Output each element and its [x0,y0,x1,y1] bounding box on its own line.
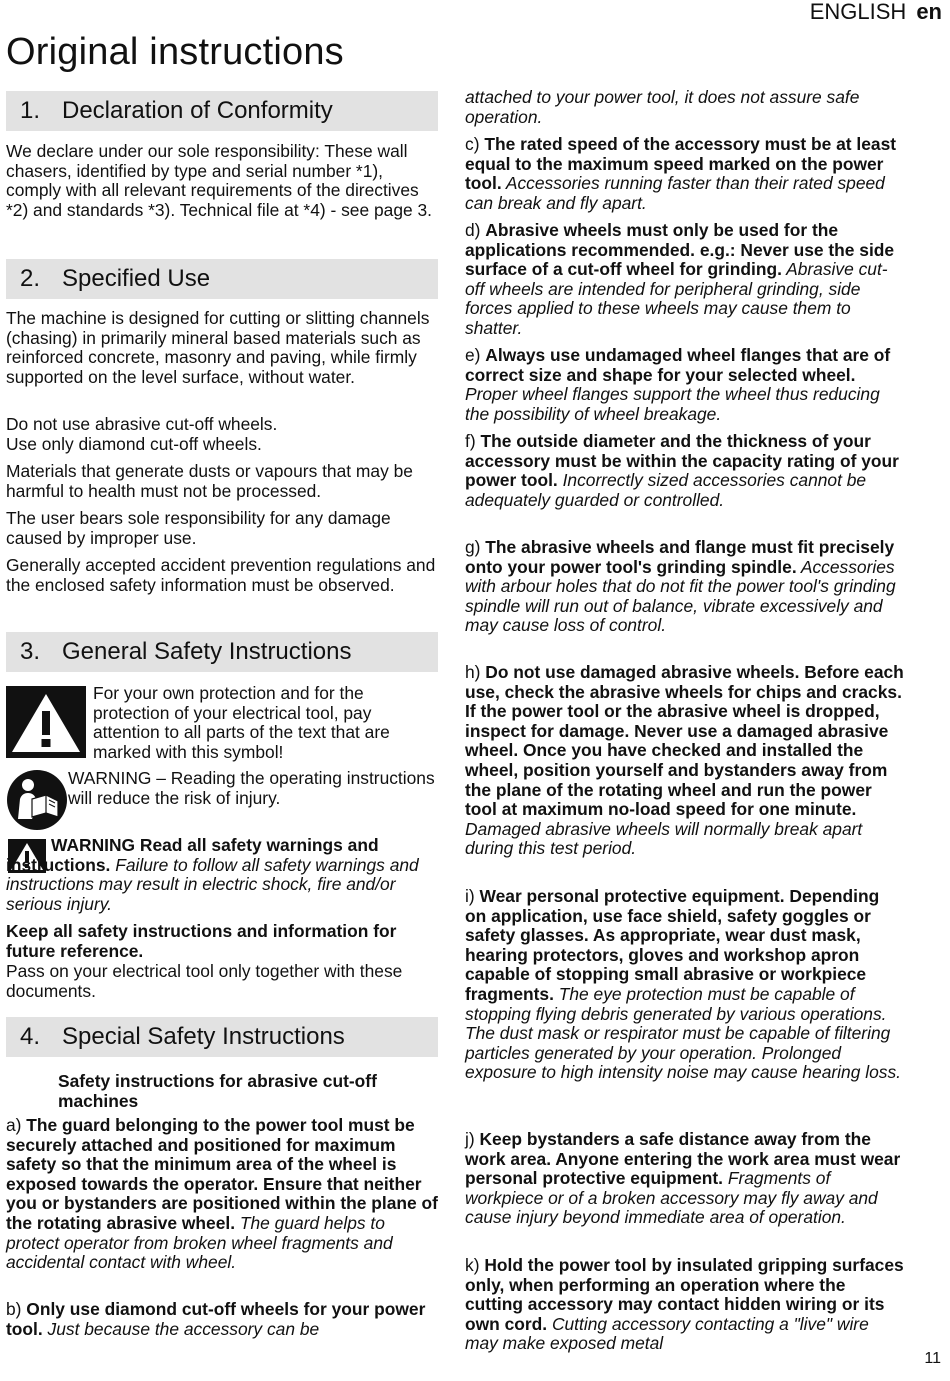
rule-c-italic: Accessories running faster than their rated speed can break and fly apart. [465,173,885,213]
rule-i-bold: Wear personal protective equipment. Depending on application, use face shield, safety goggles or safety glasses. As appropriate, wear dust mask, hearing protectors, gloves and workshop apron capable of stopping small abrasive or workpiece fragments. [465,886,880,1004]
rule-j-bold: Keep bystanders a safe distance away from the work area. Anyone entering the work area must wear personal protective equipment. [465,1129,901,1189]
rule-e-prefix: e) [465,345,486,365]
rule-g-bold: The abrasive wheels and flange must fit precisely onto your power tool's grinding spindle. [465,537,895,577]
rule-d-bold: Abrasive wheels must only be used for the applications recommended. e.g.: Never use the side surface of a cut-off wheel for grinding. [465,220,895,280]
rule-g [465,538,905,636]
rule-c [465,135,905,213]
section-2-number: 2. [20,265,41,292]
rule-a-bold: The guard belonging to the power tool must be securely attached and positioned for maximum safety so that the minimum area of the wheel is exposed towards the operator. Ensure that neither you or bystanders are positioned within the plane of the rotating abrasive wheel. [6,1115,438,1233]
rule-c-bold: The rated speed of the accessory must be at least equal to the maximum speed marked on the power tool. [465,134,897,194]
section-1-heading [6,91,438,131]
rule-f-prefix: f) [465,431,481,451]
symbol-explanation: For your own protection and for the protection of your electrical tool, pay attention to all parts of the text that are marked with this symbol! [93,683,390,762]
warning-reading-text [68,769,440,808]
rule-g-italic: Accessories with arbour holes that do not fit the power tool's grinding spindle will run out of balance, vibrate excessively and may cause loss of control. [465,556,896,636]
read-manual-icon [6,769,68,831]
section-4-title: Special Safety Instructions [62,1023,345,1050]
rule-j-prefix: j) [465,1129,480,1149]
rule-f-bold: The outside diameter and the thickness of your accessory must be within the capacity rating of your power tool. [465,431,899,491]
warning-label: WARNING [68,768,152,788]
rule-b-italic-end: attached to your power tool, it does not assure safe operation. [465,87,860,127]
language-header [810,0,942,24]
subsection-4-1-heading [6,1072,440,1111]
rule-h [465,663,905,859]
pass-on-paragraph: Pass on your electrical tool only together with these documents. [6,961,403,1001]
rule-a [6,1116,440,1273]
rule-h-italic: Damaged abrasive wheels will normally break apart during this test period. [465,818,863,859]
rule-k [465,1256,905,1354]
warning-triangle-icon [6,686,86,758]
rule-h-prefix: h) [465,662,486,682]
harmful-materials-paragraph: Materials that generate dusts or vapours that may be harmful to health must not be processed. [6,461,413,501]
section-4-number: 4. [20,1023,41,1050]
rule-d [465,221,905,339]
rule-d-italic: Abrasive cut-off wheels are intended for peripheral grinding, side forces applied to these wheels may cause them to shatter. [465,259,888,338]
section-3-number: 3. [20,638,41,665]
rule-f-italic: Incorrectly sized accessories cannot be adequately guarded or controlled. [465,470,867,510]
subsection-4-1-title: Safety instructions for abrasive cut-off machines [58,1071,377,1111]
rule-b-prefix: b) [6,1299,27,1319]
rule-i [465,887,905,1083]
section-3-heading [6,632,438,672]
language-label: ENGLISH [809,0,907,24]
section-1-title: Declaration of Conformity [62,97,333,124]
rule-j [465,1130,905,1228]
rule-i-prefix: i) [465,886,480,906]
section-3-title: General Safety Instructions [62,638,352,665]
keep-instructions-paragraph: Keep all safety instructions and information for future reference. [6,921,397,961]
document-title: Original instructions [6,31,344,73]
diamond-only-line: Use only diamond cut-off wheels. [6,434,262,454]
section-1-number: 1. [20,97,41,124]
rule-b-italic-start: Just because the accessory can be [42,1318,320,1339]
read-all-warnings-paragraph [6,836,440,914]
language-code: en [916,0,942,24]
warning-reading-sentence: – Reading the operating instructions will reduce the risk of injury. [68,768,435,808]
section-2-heading [6,259,438,299]
read-all-warnings-bold: WARNING Read all safety warnings and instructions. [6,835,379,875]
rule-b-continued [465,88,905,127]
subsection-4-1-number [6,1072,58,1092]
rule-f [465,432,905,510]
no-abrasive-line: Do not use abrasive cut-off wheels. [6,414,278,434]
read-all-warnings-italic: Failure to follow all safety warnings and instructions may result in electric shock, fire and/or serious injury. [6,854,419,914]
rule-e [465,346,905,424]
page-number: 11 [924,1350,941,1367]
rule-k-prefix: k) [465,1255,485,1275]
rule-d-prefix: d) [465,220,486,240]
rule-i-italic: The eye protection must be capable of stopping flying debris generated by various operations. The dust mask or respirator must be capable of filtering particles generated by your operation. Prolonged exposure to high intensity noise may cause hearing loss. [465,983,901,1083]
rule-b-start [6,1300,440,1339]
rule-k-italic: Cutting accessory contacting a "live" wire may make exposed metal [465,1313,869,1354]
rule-g-prefix: g) [465,537,486,557]
rule-a-prefix: a) [6,1115,27,1135]
rule-e-italic: Proper wheel flanges support the wheel thus reducing the possibility of wheel breakage. [465,384,880,424]
regulations-paragraph: Generally accepted accident prevention regulations and the enclosed safety information must be observed. [6,555,436,595]
rule-a-italic: The guard helps to protect operator from broken wheel fragments and accidental contact with wheel. [6,1212,393,1273]
rule-c-prefix: c) [465,134,485,154]
section-2-title: Specified Use [62,265,211,292]
rule-h-bold: Do not use damaged abrasive wheels. Before each use, check the abrasive wheels for chips and cracks. If the power tool or the abrasive wheel is dropped, inspect for damage. Never use a damaged abrasive wheel. Once you have checked and installed the wheel, position yourself and bystanders away from the plane of the rotating wheel and run the power tool at maximum no-load speed for one minute. [465,662,904,820]
rule-j-italic: Fragments of workpiece or of a broken accessory may fly away and cause injury beyond immediate area of operation. [465,1168,878,1228]
rule-k-bold: Hold the power tool by insulated gripping surfaces only, when performing an operation where the cutting accessory may contact hidden wiring or its own cord. [465,1255,904,1334]
section-4-heading [6,1017,438,1057]
rule-e-bold: Always use undamaged wheel flanges that are of correct size and shape for your selected wheel. [465,345,891,385]
responsibility-paragraph: The user bears sole responsibility for any damage caused by improper use. [6,508,391,548]
rule-b-bold: Only use diamond cut-off wheels for your power tool. [6,1299,426,1339]
specified-use-paragraph: The machine is designed for cutting or slitting channels (chasing) in primarily mineral based materials such as reinforced concrete, masonry and paving, while firmly supported on the level surface, without water. [6,308,430,387]
declaration-text: We declare under our sole responsibility: These wall chasers, identified by type and serial number *1), comply with all relevant requirements of the directives *2) and standards *3). Technical file at *4) - see page 3. [6,141,433,220]
